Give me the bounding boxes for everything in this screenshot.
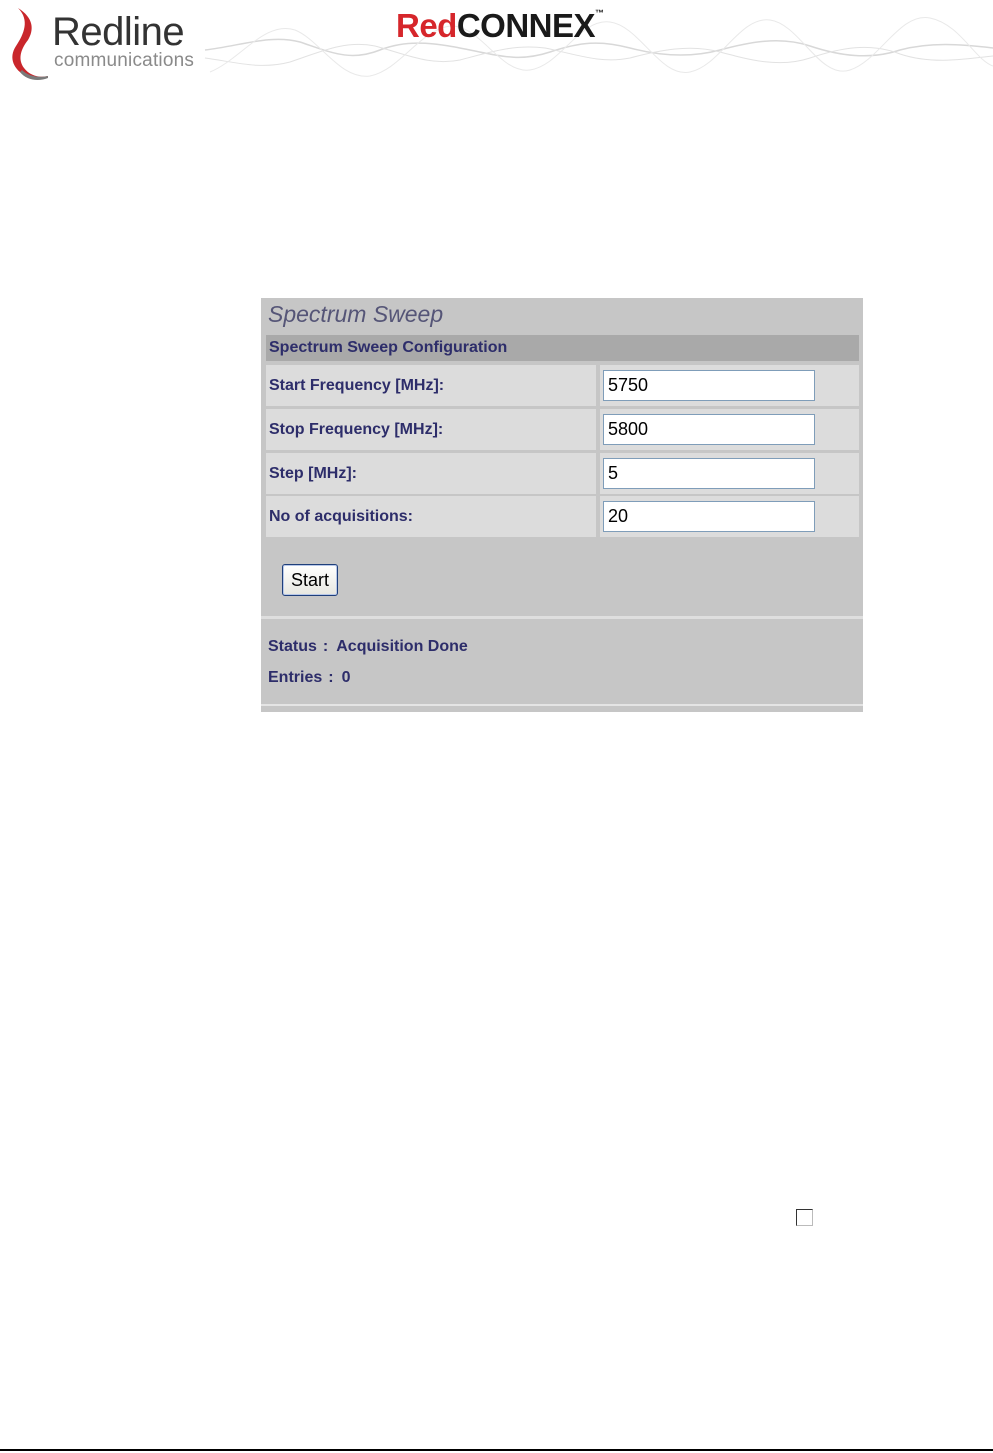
document-checkbox[interactable] (796, 1209, 813, 1226)
stop-frequency-input[interactable] (603, 414, 815, 445)
step-label: Step [MHz]: (269, 465, 357, 482)
entries-label: Entries (268, 669, 323, 686)
row-input-cell (600, 496, 859, 537)
redline-logo-icon (4, 6, 50, 82)
step-input[interactable] (603, 458, 815, 489)
start-frequency-row (266, 365, 859, 406)
acquisitions-input[interactable] (603, 501, 815, 532)
row-label-cell (266, 365, 596, 406)
page-footer-rule (0, 1449, 993, 1451)
row-label-cell (266, 453, 596, 494)
trademark-symbol: ™ (595, 8, 604, 18)
section-header (266, 335, 859, 361)
logo-wordmark: Redline (52, 10, 185, 54)
panel-divider (261, 616, 863, 619)
row-input-cell (600, 453, 859, 494)
acquisitions-label: No of acquisitions: (269, 508, 413, 525)
product-wordmark (396, 6, 604, 46)
status-value: Acquisition Done (336, 638, 468, 655)
section-title: Spectrum Sweep Configuration (269, 339, 508, 356)
logo-subtitle: communications (54, 50, 195, 71)
entries-line (268, 668, 350, 688)
stop-frequency-row (266, 409, 859, 450)
start-frequency-input[interactable] (603, 370, 815, 401)
status-label: Status (268, 638, 317, 655)
entries-value: 0 (341, 669, 351, 686)
spectrum-sweep-panel (261, 298, 863, 712)
row-input-cell (600, 365, 859, 406)
status-line (268, 637, 468, 657)
acquisitions-row (266, 496, 859, 537)
start-frequency-label: Start Frequency [MHz]: (269, 377, 445, 394)
row-input-cell (600, 409, 859, 450)
start-button[interactable]: Start (282, 564, 338, 596)
row-label-cell (266, 496, 596, 537)
product-name-red: Red (396, 7, 457, 44)
document-header (0, 0, 993, 92)
product-name-black: CONNEX (456, 7, 596, 44)
stop-frequency-label: Stop Frequency [MHz]: (269, 421, 444, 438)
panel-title: Spectrum Sweep (268, 301, 444, 327)
panel-bottom-line (261, 704, 863, 706)
status-separator: : (322, 638, 329, 655)
step-row (266, 453, 859, 494)
row-label-cell (266, 409, 596, 450)
entries-separator: : (328, 669, 334, 686)
